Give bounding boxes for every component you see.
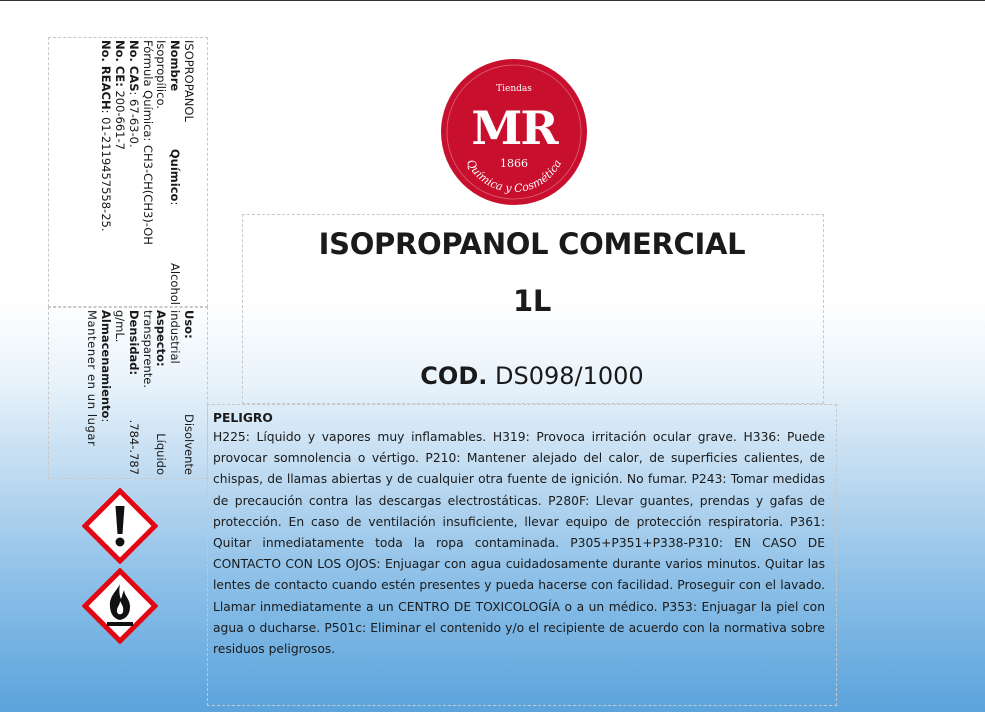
chemical-name-title: ISOPROPANOL xyxy=(182,40,196,122)
ce-line xyxy=(112,40,126,305)
cas-value: : 67-63-0. xyxy=(126,91,141,148)
exclamation-mark-icon xyxy=(82,488,158,564)
hazard-statements xyxy=(213,410,825,660)
almacenamiento-line xyxy=(98,310,112,475)
isopropilico-line: Isopropílico. xyxy=(154,40,169,109)
cas-label: No. CAS xyxy=(126,40,141,92)
logo-year: 1866 xyxy=(500,157,528,170)
quimico-label: Químico xyxy=(168,148,183,202)
industrial-line: industrial xyxy=(168,310,183,364)
uso-label: Uso: xyxy=(182,310,196,339)
ce-value: 200-661-7 xyxy=(113,86,128,150)
densidad-row xyxy=(126,310,140,475)
chemical-info xyxy=(98,40,195,305)
mantener-line: Mantener en un lugar xyxy=(85,310,100,447)
mr-logo xyxy=(439,57,589,207)
formula-line: Fórmula Química: CH3-CH(CH3)-OH xyxy=(140,40,155,245)
densidad-label: Densidad: xyxy=(126,310,141,376)
product-volume: 1L xyxy=(512,284,552,318)
logo-top-text: Tiendas xyxy=(496,84,532,94)
alcohol-word: Alcohol xyxy=(168,263,183,305)
aspecto-label: Aspecto: xyxy=(154,310,169,367)
densidad-value: .784-.787 xyxy=(126,419,141,475)
logo-initials: MR xyxy=(471,101,557,155)
ce-label: No. CE: xyxy=(113,40,128,87)
hazard-heading: PELIGRO xyxy=(213,411,273,425)
cas-line xyxy=(126,40,140,305)
code-value: DS098/1000 xyxy=(495,362,644,390)
product-title: ISOPROPANOL COMERCIAL xyxy=(318,227,746,261)
product-code xyxy=(242,362,822,390)
quimico-label-wrap: Químico: xyxy=(168,148,183,206)
almacenamiento-label: Almacenamiento xyxy=(99,310,114,419)
almacenamiento-colon: : xyxy=(99,418,114,423)
usage-info xyxy=(85,310,195,475)
aspecto-value: Líquido xyxy=(154,433,169,475)
logo-arc-textpath: Química y Cosmética xyxy=(463,157,565,196)
flame-icon xyxy=(82,568,158,644)
uso-value: Disolvente xyxy=(182,413,196,475)
top-border-line xyxy=(0,0,985,1)
reach-value: : 01-2119457558-25. xyxy=(99,109,114,232)
code-label: COD. xyxy=(420,362,488,390)
reach-label: No. REACH xyxy=(99,40,114,110)
aspecto-row xyxy=(154,310,168,475)
reach-line xyxy=(98,40,112,305)
hazard-text: H225: Líquido y vapores muy inflamables. H319: Provoca irritación ocular grave. H336: Puede provocar somnolencia o vértigo. P210: Mantener alejado del calor, de superficies calientes, de chispas, de llamas abiertas y de cualquier otra fuente de ignición. No fumar. P243: Tomar medidas de precaución contra las descargas electrostáticas. P280F: Llevar guantes, prendas y gafas de protección. En caso de ventilación insuficiente, llevar equipo de protección respiratoria. P361: Quitar inmediatamente toda la ropa contaminada. P305+P351+P338-P310: EN CASO DE CONTACTO CON LOS OJOS: Enjuagar con agua cuidadosamente durante varios minutos. Quitar las lentes de contacto cuando estén presentes y pueda hacerse con facilidad. Proseguir con el lavado. Llamar inmediatamente a un CENTRO DE TOXICOLOGÍA o a un médico. P353: Enjuagar la piel con agua o ducharse. P501c: Eliminar el contenido y/o el recipiente de acuerdo con la normativa sobre residuos peligrosos. xyxy=(213,430,825,657)
units-line: g/mL. xyxy=(113,310,128,343)
chemical-name-row xyxy=(167,40,181,305)
transparente-line: transparente. xyxy=(140,310,155,388)
nombre-label: Nombre xyxy=(168,40,183,92)
uso-row xyxy=(181,310,195,475)
